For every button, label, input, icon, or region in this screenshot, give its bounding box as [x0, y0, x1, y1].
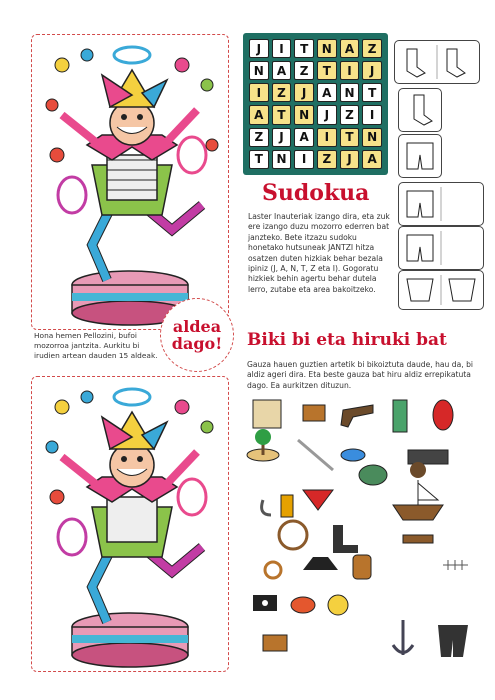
- sudoku-cell: J: [362, 61, 382, 80]
- clothes-box-boxers: [398, 182, 484, 226]
- sudoku-cell: N: [272, 150, 292, 169]
- rope-icon: [265, 562, 281, 578]
- jester-panel-top: [31, 34, 229, 330]
- sudoku-cell: I: [294, 150, 314, 169]
- twins-instructions: Gauza hauen guztien artetik bi bikoiztuta daude, hau da, bi aldiz ageri dira. Eta beste gauza bat hiru aldiz errepikatuta dago. Ea aurkitzen dituzun.: [247, 360, 474, 390]
- sudoku-cell: A: [317, 83, 337, 102]
- twins-title: Biki bi eta hiruki bat: [247, 330, 447, 350]
- sudoku-cell: T: [317, 61, 337, 80]
- sword-icon: [298, 440, 333, 470]
- sudoku-cell: Z: [272, 83, 292, 102]
- sudoku-cell: I: [362, 105, 382, 124]
- pistol-icon: [341, 405, 373, 427]
- sudoku-cell: Z: [362, 39, 382, 58]
- sudoku-cell: J: [317, 105, 337, 124]
- cannon-icon: [408, 450, 448, 478]
- badge-line-1: aldea: [172, 317, 222, 336]
- crab-icon: [291, 597, 315, 613]
- sudoku-cell: Z: [340, 105, 360, 124]
- jester-illustration-top: [32, 35, 228, 329]
- sudoku-cell: A: [362, 150, 382, 169]
- sudoku-cell: J: [249, 39, 269, 58]
- sudoku-cell: I: [317, 128, 337, 147]
- sudoku-cell: A: [249, 105, 269, 124]
- sudoku-cell: T: [272, 105, 292, 124]
- treasure-map-icon: [253, 400, 281, 428]
- fish-bone-icon: [443, 560, 468, 570]
- sudoku-cell: J: [340, 150, 360, 169]
- sudoku-cell: T: [294, 39, 314, 58]
- pufferfish-icon: [328, 595, 348, 615]
- telescope-icon: [403, 535, 433, 543]
- sudoku-cell: T: [249, 150, 269, 169]
- sudoku-cell: J: [272, 128, 292, 147]
- sudoku-cell: A: [294, 128, 314, 147]
- clothes-box-socks: [394, 40, 480, 84]
- jolly-roger-flag-icon: [253, 595, 277, 611]
- bandana-icon: [303, 490, 333, 510]
- fish-icon: [341, 449, 365, 461]
- sudoku-cell: Z: [294, 61, 314, 80]
- ship-icon: [393, 480, 443, 520]
- jester-panel-bottom: [31, 376, 229, 672]
- treasure-chest-open-icon: [263, 635, 287, 651]
- clothes-box-pants: [398, 270, 484, 310]
- clothes-box-briefs: [398, 226, 484, 270]
- parrot-icon: [433, 400, 453, 430]
- sudoku-cell: N: [249, 61, 269, 80]
- pants-icon: [438, 625, 468, 657]
- badge-line-2: dago!: [171, 334, 223, 353]
- sudoku-cell: N: [340, 83, 360, 102]
- sudoku-cell: N: [317, 39, 337, 58]
- treasure-chest-icon: [303, 405, 325, 421]
- sudoku-cell: N: [362, 128, 382, 147]
- palm-island-icon: [247, 429, 279, 461]
- hook-icon: [262, 500, 271, 515]
- sudoku-cell: T: [340, 128, 360, 147]
- jester-illustration-bottom: [32, 377, 228, 671]
- pirate-hat-icon: [303, 557, 338, 570]
- sudoku-grid: [243, 33, 388, 175]
- anchor-icon: [393, 620, 413, 655]
- spot-difference-caption: Hona hemen Pellozini, bufoi mozorroa jantzita. Aurkitu bi irudien artean dauden 15 aldeak.: [34, 331, 158, 360]
- sudoku-cell: A: [340, 39, 360, 58]
- ship-wheel-icon: [279, 521, 307, 549]
- sudoku-cell: T: [362, 83, 382, 102]
- potion-icon: [281, 495, 293, 517]
- sudoku-cell: Z: [249, 128, 269, 147]
- pirate-items-illustration: [243, 395, 483, 670]
- sudoku-cell: N: [294, 105, 314, 124]
- boot-icon: [333, 525, 358, 553]
- sudoku-cell: I: [272, 39, 292, 58]
- sudoku-cell: Z: [317, 150, 337, 169]
- difference-badge: [160, 298, 234, 372]
- sudoku-cell: I: [340, 61, 360, 80]
- clothes-box-shorts: [398, 134, 442, 178]
- turtle-icon: [359, 465, 387, 485]
- sudoku-title: Sudokua: [262, 180, 370, 206]
- clothes-box-sock-single: [398, 88, 442, 132]
- sudoku-cell: I: [249, 83, 269, 102]
- sudoku-cell: A: [272, 61, 292, 80]
- bottle-icon: [393, 400, 407, 432]
- sudoku-cell: J: [294, 83, 314, 102]
- sudoku-instructions: Laster Inauteriak izango dira, eta zuk ere izango duzu mozorro ederren bat janzteko. Bete itzazu sudoku honetako hutsuneak JANTZI hitza osatzen duten hizkiak behar bezala ipiniz (J, A, N, T, Z eta I). Gogoratu hizkiek behin agertu behar dutela lerro, zutabe eta area bakoitzeko.: [248, 212, 390, 294]
- barrel-icon: [353, 555, 371, 579]
